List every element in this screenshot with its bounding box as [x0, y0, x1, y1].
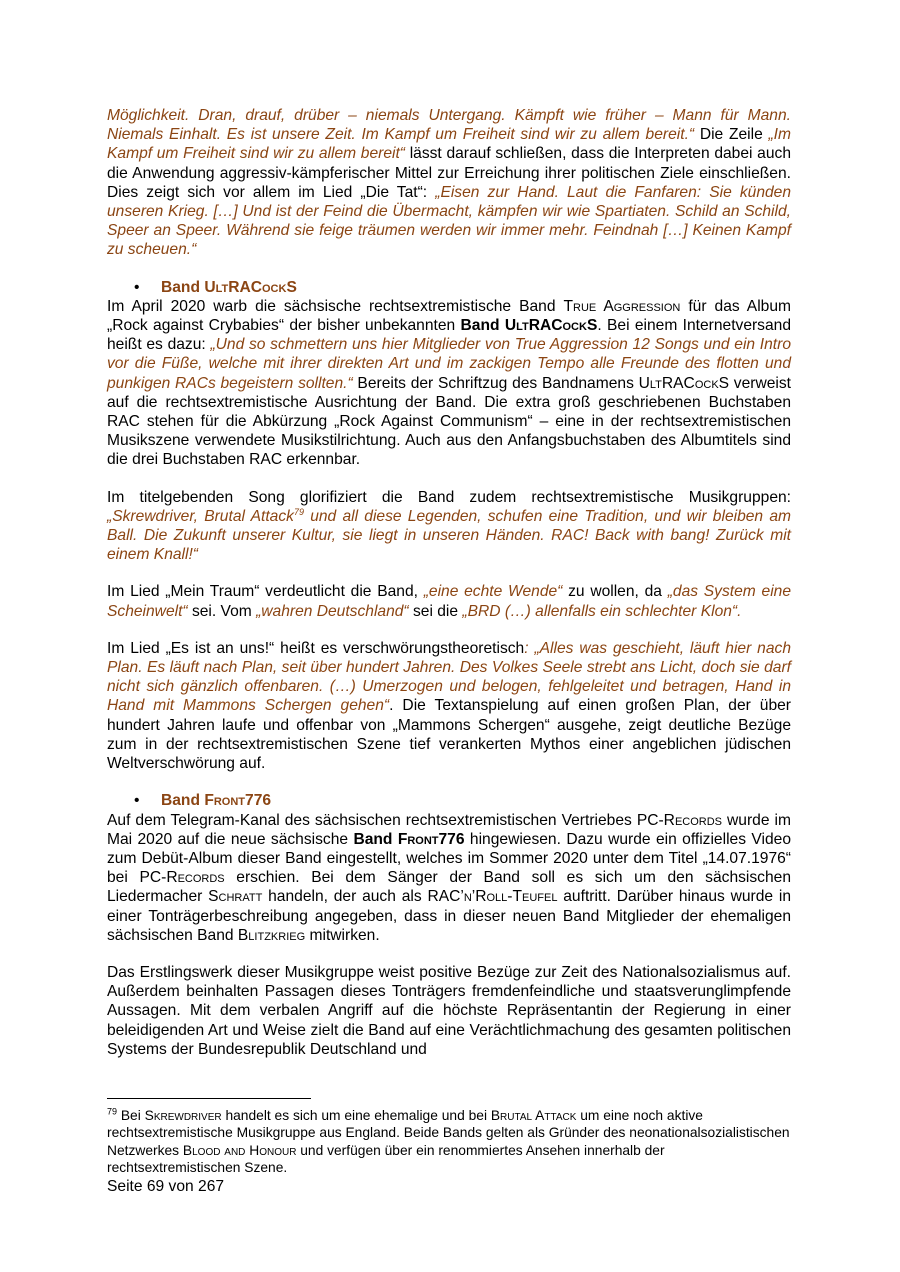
section-heading-front776	[107, 791, 791, 810]
quote: „Und so schmettern uns hier Mitglieder von True Aggression 12 Songs und ein Intro vor die Füße, welche mit ihrer direkten Art und im zackigen Tempo alle Freunde des flotten und punkigen RACs begeistern sollten.“	[107, 336, 792, 392]
bold-band: Band Front776	[353, 830, 465, 848]
band-name: UltRACockS	[204, 278, 297, 296]
heading-text: Band UltRACockS	[161, 278, 297, 296]
page-body	[107, 106, 791, 1059]
band-name: True Aggression	[563, 297, 681, 315]
quote: : „Alles was geschieht, läuft hier nach Plan. Es läuft nach Plan, seit über hundert Jahren. Des Volkes Seele strebt ans Licht, doch sie darf nicht sich gänzlich offenbaren. (…) Umerzogen und belogen, fehlgeleitet und betragen, Hand in Hand mit Mammons Schergen gehen“	[107, 639, 791, 715]
band-name: Front776	[204, 792, 272, 810]
bullet-icon: •	[134, 278, 140, 296]
footnote-ref[interactable]: 79	[293, 506, 304, 517]
paragraph-es-ist-an-uns: Im Lied „Es ist an uns!“ heißt es verschwörungstheoretisch: „Alles was geschieht, läuft hier nach Plan. Es läuft nach Plan, seit über hundert Jahren. Des Volkes Seele strebt ans Licht, doch sie darf nicht sich gänzlich offenbaren. (…) Umerzogen und belogen, fehlgeleitet und betragen, Hand in Hand mit Mammons Schergen gehen“. Die Textanspielung auf einen großen Plan, der über hundert Jahren laufe und offenbar von „Mammons Schergen“ ausgehe, zeigt deutliche Bezüge zum in der rechtsextremistischen Szene tief verankerten Mythos einer angeblichen jüdischen Weltverschwörung auf.	[107, 639, 791, 773]
quote: „Im Kampf um Freiheit sind wir zu allem bereit“	[107, 126, 791, 163]
bold-band: Band UltRACockS	[460, 317, 598, 335]
quote: „Skrewdriver, Brutal Attack	[107, 507, 294, 525]
band-name: UltRACockS	[638, 374, 730, 392]
paragraph-lyrics-intro	[107, 106, 791, 260]
paragraph-mein-traum: Im Lied „Mein Traum“ verdeutlicht die Band, „eine echte Wende“ zu wollen, da „das System eine Scheinwelt“ sei. Vom „wahren Deutschland“ sei die „BRD (…) allenfalls ein schlechter Klon“.	[107, 583, 792, 620]
page-number: Seite 69 von 267	[107, 1178, 225, 1195]
quote: und all diese Legenden, schufen eine Tradition, und wir bleiben am Ball. Die Zukunft unserer Kultur, sie liegt in unseren Händen. RAC! Back with bang! Zurück mit einem Knall!“	[107, 507, 791, 564]
paragraph-erstlingswerk: Das Erstlingswerk dieser Musikgruppe weist positive Bezüge zur Zeit des Nationalsozialismus auf. Außerdem beinhalten Passagen dieses Tonträgers fremdenfeindliche und staatsverunglimpfende Aussagen. Mit dem verbalen Angriff auf die höchste Repräsentantin der Regierung in einer beleidigenden Art und Weise zielt die Band auf eine Verächtlichmachung des gesamten politischen Systems der Bundesrepublik Deutschland und	[107, 963, 791, 1058]
footnote-number: 79	[107, 1106, 118, 1117]
heading-text: Band Front776	[161, 792, 272, 810]
paragraph-front776: Auf dem Telegram-Kanal des sächsischen rechtsextremistischen Vertriebes PC-Records wurde im Mai 2020 auf die neue sächsische Band Front776 hingewiesen. Dazu wurde ein offizielles Video zum Debüt-Album dieser Band eingestellt, welches im Sommer 2020 unter dem Titel „14.07.1976“ bei PC-Records erschien. Bei dem Sänger der Band soll es sich um den sächsischen Liedermacher Schratt handeln, der auch als RAC’n’Roll-Teufel auftritt. Darüber hinaus wurde in einer Tonträgerbeschreibung angegeben, dass in dieser neuen Band Mitglieder der ehemaligen sächsischen Band Blitzkrieg mitwirken.	[107, 811, 791, 944]
quote: Möglichkeit. Dran, drauf, drüber – niemals Untergang. Kämpft wie früher – Mann für Mann. Niemals Einhalt. Es ist unsere Zeit. Im Kampf um Freiheit sind wir zu allem bereit.“	[107, 107, 791, 144]
footnote-divider	[107, 1098, 311, 1099]
paragraph-title-song: Im titelgebenden Song glorifiziert die Band zudem rechtsextremistische Musikgruppen: „Skrewdriver, Brutal Attack$^{79}$ und all diese Legenden, schufen eine Tradition, und wir bleiben am Ball. Die Zukunft unserer Kultur, sie liegt in unseren Händen. RAC! Back with bang! Zurück mit einem Knall!“	[107, 488, 791, 564]
text: Die Zeile	[694, 126, 769, 144]
bullet-icon: •	[134, 792, 140, 810]
quote: „Eisen zur Hand. Laut die Fanfaren: Sie künden unseren Krieg. […] Und ist der Feind die Übermacht, kämpfen wir wie Spartiaten. Schild an Schild, Speer an Speer. Während sie feige träumen werden wir immer mehr. Feindnah […] Keinen Kampf zu scheuen.“	[107, 183, 792, 259]
section-heading-ultracocks	[107, 278, 791, 297]
footnote-79: $^{79}$ Bei Skrewdriver handelt es sich um eine ehemalige und bei Brutal Attack um eine noch aktive rechtsextremistische Musikgruppe aus England. Beide Bands gelten als Gründer des neonationalsozialistischen Netzwerkes Blood and Honour und verfügen über ein renommiertes Ansehen innerhalb der rechtsextremistischen Szene.	[107, 1106, 790, 1176]
text: lässt darauf schließen, dass die Interpreten dabei auch die Anwendung aggressiv-kämpferischer Mittel zur Erreichung ihrer politischen Ziele einschließen. Dies zeigt sich vor allem im Lied „Die Tat“:	[107, 145, 791, 201]
paragraph-ultracocks: Im April 2020 warb die sächsische rechtsextremistische Band True Aggression für das Album „Rock against Crybabies“ der bisher unbekannten Band UltRACockS. Bei einem Internetversand heißt es dazu: „Und so schmettern uns hier Mitglieder von True Aggression 12 Songs und ein Intro vor die Füße, welche mit ihrer direkten Art und im zackigen Tempo alle Freunde des flotten und punkigen RACs begeistern sollten.“ Bereits der Schriftzug des Bandnamens UltRACockS verweist auf die rechtsextremistische Ausrichtung der Band. Die extra groß geschriebenen Buchstaben RAC stehen für die Abkürzung „Rock Against Communism“ – eine in der rechtsextremistischen Musikszene verwendete Musikstilrichtung. Auch aus den Anfangsbuchstaben des Albumtitels sind die drei Buchstaben RAC erkennbar.	[107, 297, 792, 469]
